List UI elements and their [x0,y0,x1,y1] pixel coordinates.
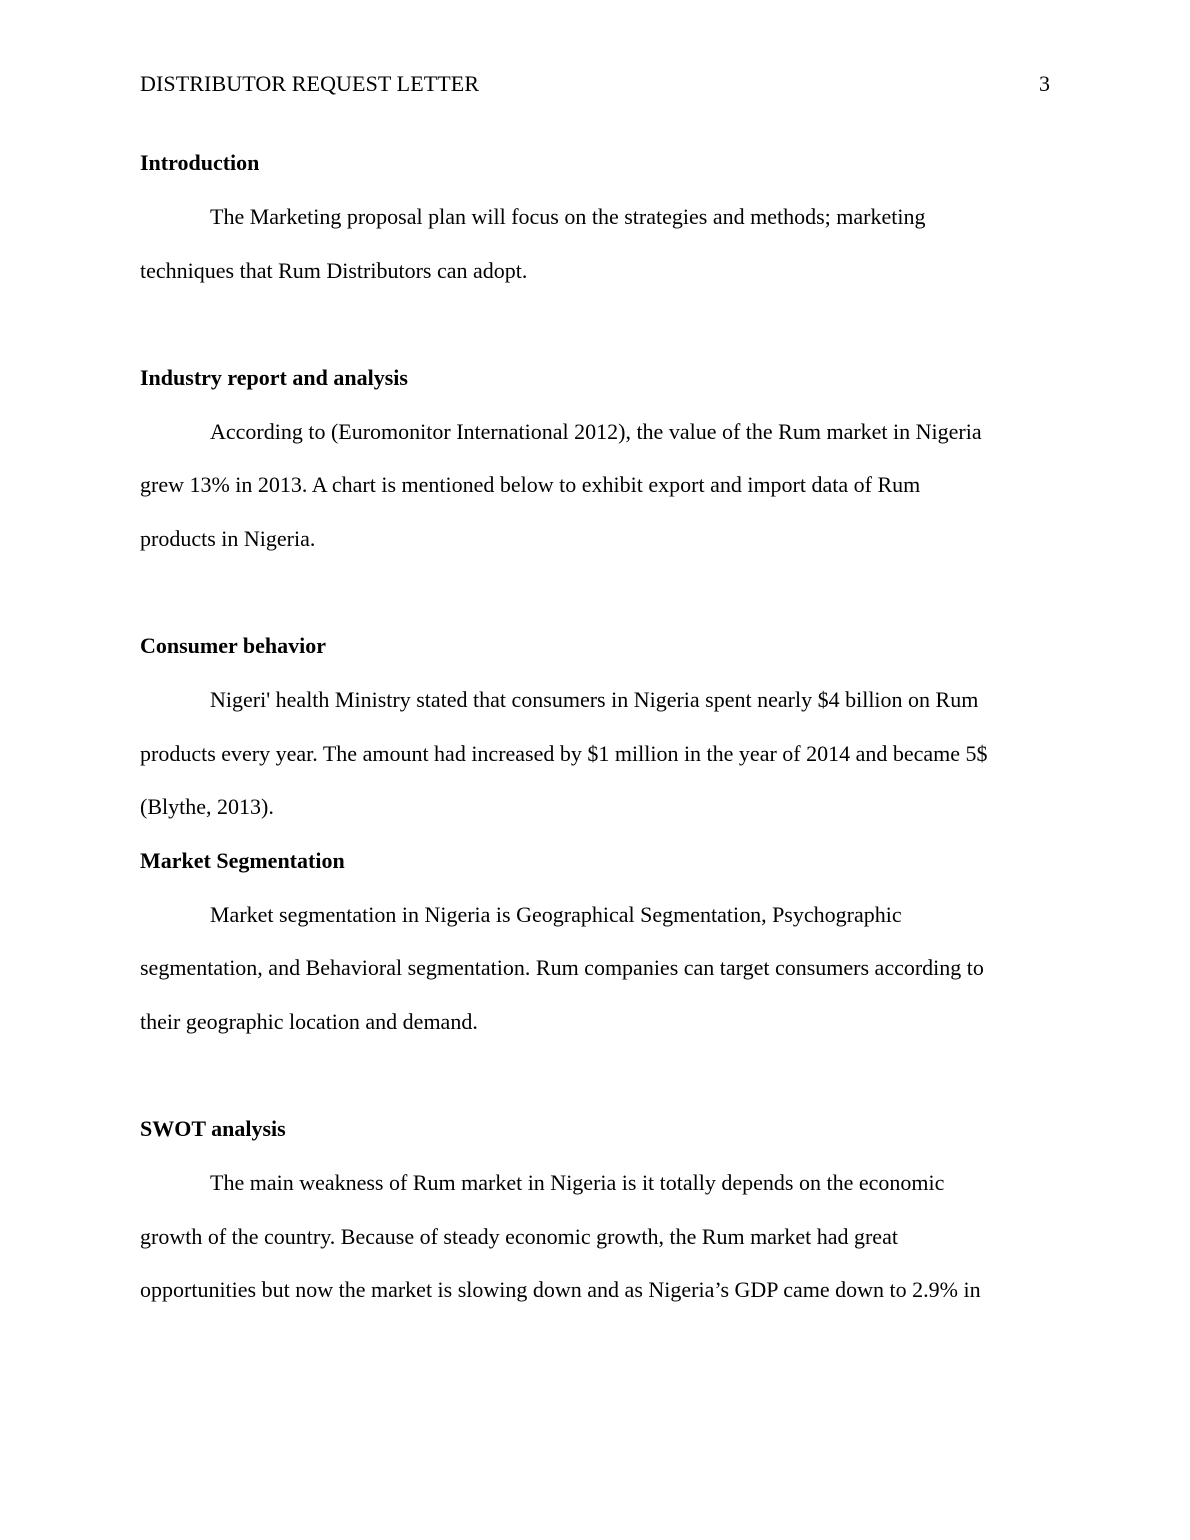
paragraph-line: grew 13% in 2013. A chart is mentioned below to exhibit export and import data of Rum [140,472,921,497]
page-number: 3 [1039,71,1050,96]
paragraph-line: opportunities but now the market is slowing down and as Nigeria’s GDP came down to 2.9% in [140,1277,981,1302]
paragraph-line: (Blythe, 2013). [140,794,274,819]
paragraph-line: Nigeri' health Ministry stated that consumers in Nigeria spent nearly $4 billion on Rum [210,687,979,712]
paragraph-line: products every year. The amount had increased by $1 million in the year of 2014 and became 5$ [140,741,988,766]
heading-consumer-behavior: Consumer behavior [140,633,326,658]
running-head: DISTRIBUTOR REQUEST LETTER [140,71,480,96]
paragraph-line: growth of the country. Because of steady economic growth, the Rum market had great [140,1224,898,1249]
paragraph-line: The main weakness of Rum market in Nigeria is it totally depends on the economic [210,1170,945,1195]
heading-swot-analysis: SWOT analysis [140,1116,286,1141]
paragraph-line: The Marketing proposal plan will focus on the strategies and methods; marketing [210,204,926,229]
paragraph-line: segmentation, and Behavioral segmentation. Rum companies can target consumers according to [140,955,984,980]
paragraph-line: products in Nigeria. [140,526,316,551]
heading-market-segmentation: Market Segmentation [140,848,345,873]
heading-introduction: Introduction [140,150,260,175]
paragraph-line: their geographic location and demand. [140,1009,478,1034]
paragraph-line: Market segmentation in Nigeria is Geographical Segmentation, Psychographic [210,902,902,927]
heading-industry-report: Industry report and analysis [140,365,408,390]
paragraph-line: According to (Euromonitor International 2012), the value of the Rum market in Nigeria [210,419,982,444]
paragraph-line: techniques that Rum Distributors can adopt. [140,258,528,283]
